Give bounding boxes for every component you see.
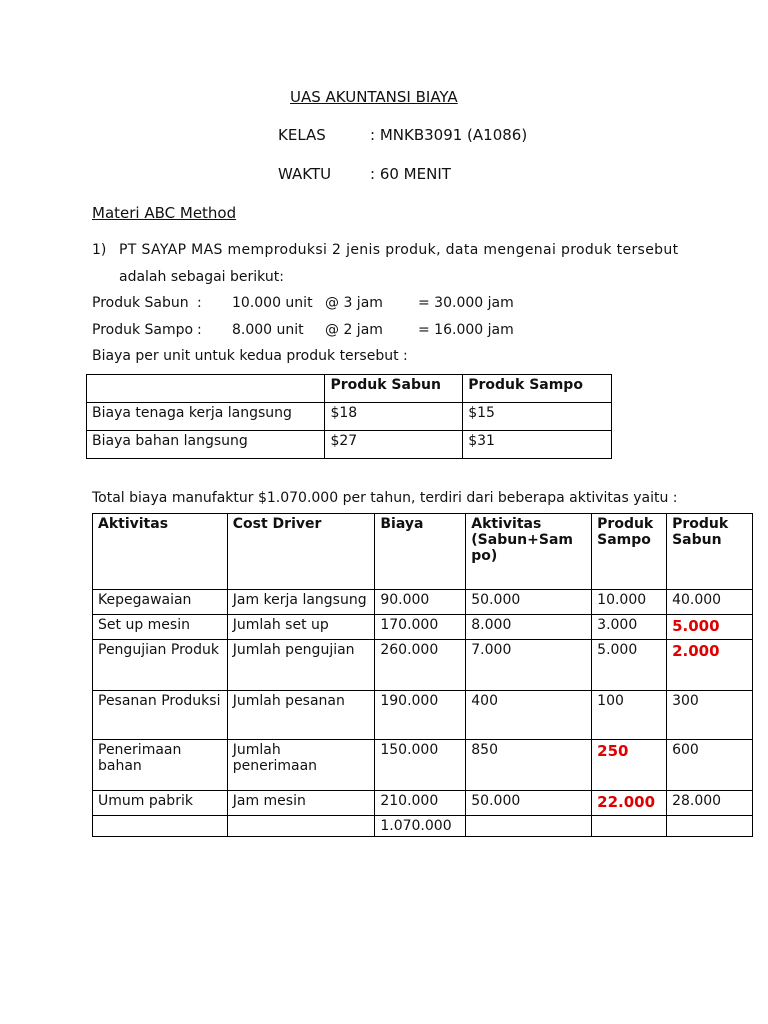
table-header-cell: Produk Sabun: [667, 514, 753, 590]
table-cell: 3.000: [592, 615, 667, 640]
exam-title: UAS AKUNTANSI BIAYA: [290, 88, 458, 106]
question-line-1: PT SAYAP MAS memproduksi 2 jenis produk, data mengenai produk tersebut: [119, 242, 679, 258]
table-header-row: [93, 514, 753, 590]
product-name: Produk Sampo: [92, 322, 194, 338]
table-cell: Biaya tenaga kerja langsung: [87, 403, 325, 431]
table-cell: 260.000: [375, 640, 466, 691]
table-header-cell: [87, 375, 325, 403]
product-total: = 16.000 jam: [418, 322, 514, 338]
table-cell: Jumlah penerimaan: [227, 740, 375, 791]
cost-intro: Biaya per unit untuk kedua produk tersebut :: [92, 348, 408, 364]
table-cell: $31: [463, 431, 612, 459]
table-cell: 210.000: [375, 791, 466, 816]
table-cell: 90.000: [375, 590, 466, 615]
table-cell-highlight: 250: [592, 740, 667, 791]
table-cell: 5.000: [592, 640, 667, 691]
table-row: [93, 791, 753, 816]
table-cell: Pesanan Produksi: [93, 691, 228, 740]
table-cell: 100: [592, 691, 667, 740]
activity-table: [92, 513, 753, 837]
table-row: [93, 691, 753, 740]
table-cell: Umum pabrik: [93, 791, 228, 816]
product-qty: 10.000 unit: [232, 295, 313, 311]
table-cell-highlight: 22.000: [592, 791, 667, 816]
waktu-label: WAKTU: [278, 165, 332, 183]
table-cell: [93, 816, 228, 837]
unit-cost-table: [86, 374, 612, 459]
activity-intro: Total biaya manufaktur $1.070.000 per tahun, terdiri dari beberapa aktivitas yaitu :: [92, 490, 678, 506]
table-cell: 50.000: [466, 590, 592, 615]
table-cell: $27: [325, 431, 463, 459]
section-title: Materi ABC Method: [92, 204, 237, 222]
product-rate: @ 2 jam: [325, 322, 383, 338]
table-cell: 28.000: [667, 791, 753, 816]
table-header-cell: Aktivitas (Sabun+Sam po): [466, 514, 592, 590]
table-header-cell: Produk Sabun: [325, 375, 463, 403]
table-row: [93, 615, 753, 640]
table-cell: 40.000: [667, 590, 753, 615]
table-cell: Set up mesin: [93, 615, 228, 640]
table-cell: Kepegawaian: [93, 590, 228, 615]
product-rate: @ 3 jam: [325, 295, 383, 311]
question-line-2: adalah sebagai berikut:: [119, 269, 284, 285]
waktu-value: : 60 MENIT: [370, 165, 451, 183]
product-total: = 30.000 jam: [418, 295, 514, 311]
table-header-cell: Produk Sampo: [463, 375, 612, 403]
kelas-label: KELAS: [278, 126, 326, 144]
table-header-row: [87, 375, 612, 403]
table-cell: Jumlah pengujian: [227, 640, 375, 691]
table-cell: Jam mesin: [227, 791, 375, 816]
table-cell: [227, 816, 375, 837]
table-cell-highlight: 5.000: [667, 615, 753, 640]
product-name: Produk Sabun: [92, 295, 189, 311]
table-row: [93, 640, 753, 691]
table-cell: 7.000: [466, 640, 592, 691]
product-sep: :: [197, 322, 202, 338]
table-cell: 10.000: [592, 590, 667, 615]
table-cell: Penerimaan bahan: [93, 740, 228, 791]
table-cell: $18: [325, 403, 463, 431]
table-cell: Biaya bahan langsung: [87, 431, 325, 459]
table-cell: 170.000: [375, 615, 466, 640]
table-header-cell: Biaya: [375, 514, 466, 590]
kelas-value: : MNKB3091 (A1086): [370, 126, 528, 144]
question-number: 1): [92, 242, 107, 258]
total-cost-cell: 1.070.000: [375, 816, 466, 837]
table-cell: Jam kerja langsung: [227, 590, 375, 615]
table-cell: 600: [667, 740, 753, 791]
product-sep: :: [197, 295, 202, 311]
table-cell: 150.000: [375, 740, 466, 791]
table-row: [87, 403, 612, 431]
table-total-row: [93, 816, 753, 837]
table-cell: 190.000: [375, 691, 466, 740]
table-cell-highlight: 2.000: [667, 640, 753, 691]
table-cell: [466, 816, 592, 837]
table-cell: 300: [667, 691, 753, 740]
table-cell: [592, 816, 667, 837]
table-row: [93, 740, 753, 791]
table-header-cell: Produk Sampo: [592, 514, 667, 590]
table-cell: 8.000: [466, 615, 592, 640]
table-cell: $15: [463, 403, 612, 431]
table-header-cell: Aktivitas: [93, 514, 228, 590]
table-row: [87, 431, 612, 459]
table-cell: 400: [466, 691, 592, 740]
table-cell: 50.000: [466, 791, 592, 816]
table-row: [93, 590, 753, 615]
table-cell: Jumlah pesanan: [227, 691, 375, 740]
table-cell: [667, 816, 753, 837]
table-header-cell: Cost Driver: [227, 514, 375, 590]
table-cell: Jumlah set up: [227, 615, 375, 640]
table-cell: 850: [466, 740, 592, 791]
product-qty: 8.000 unit: [232, 322, 304, 338]
table-cell: Pengujian Produk: [93, 640, 228, 691]
